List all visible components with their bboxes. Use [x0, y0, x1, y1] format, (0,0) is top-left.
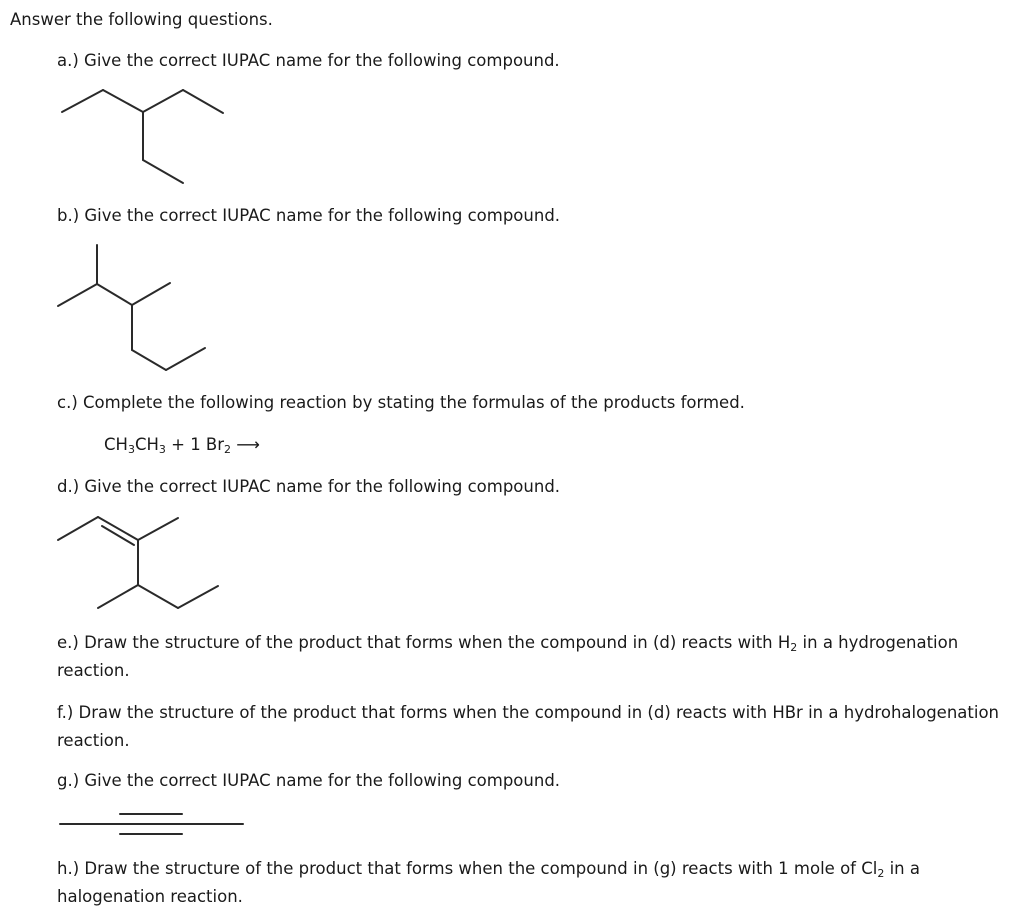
question-h-sub: 2 — [877, 867, 885, 880]
question-c-text: c.) Complete the following reaction by stating the formulas of the products formed. — [57, 393, 745, 412]
reaction-sub-2: 2 — [224, 443, 232, 456]
question-h-part1: h.) Draw the structure of the product that forms when the compound in (g) reacts with 1 mole of Cl — [57, 859, 878, 878]
question-h-text — [57, 855, 937, 911]
reaction-arrow: ⟶ — [231, 435, 260, 454]
reaction-sub-3b: 3 — [158, 443, 166, 456]
question-h-part2: in a halogenation reaction. — [57, 859, 920, 906]
question-e-part2: in a hydrogenation reaction. — [57, 633, 959, 680]
question-d-text: d.) Give the correct IUPAC name for the following compound. — [57, 477, 561, 496]
question-e-sub: 2 — [790, 641, 798, 654]
reaction-ch-2: CH — [134, 435, 159, 454]
question-a-text: a.) Give the correct IUPAC name for the following compound. — [57, 51, 560, 70]
question-e-part1: e.) Draw the structure of the product that forms when the compound in (d) reacts with H — [57, 633, 791, 652]
question-b-text: b.) Give the correct IUPAC name for the following compound. — [57, 206, 561, 225]
question-g-text: g.) Give the correct IUPAC name for the following compound. — [57, 771, 561, 790]
reaction-plus-br: + 1 Br — [165, 435, 225, 454]
reaction-sub-3a: 3 — [127, 443, 135, 456]
question-f-text: f.) Draw the structure of the product that forms when the compound in (d) reacts with HBr in a hydrohalogenation reaction. — [57, 703, 999, 750]
reaction-ch-1: CH — [104, 435, 128, 454]
instructions-header: Answer the following questions. — [10, 10, 273, 29]
